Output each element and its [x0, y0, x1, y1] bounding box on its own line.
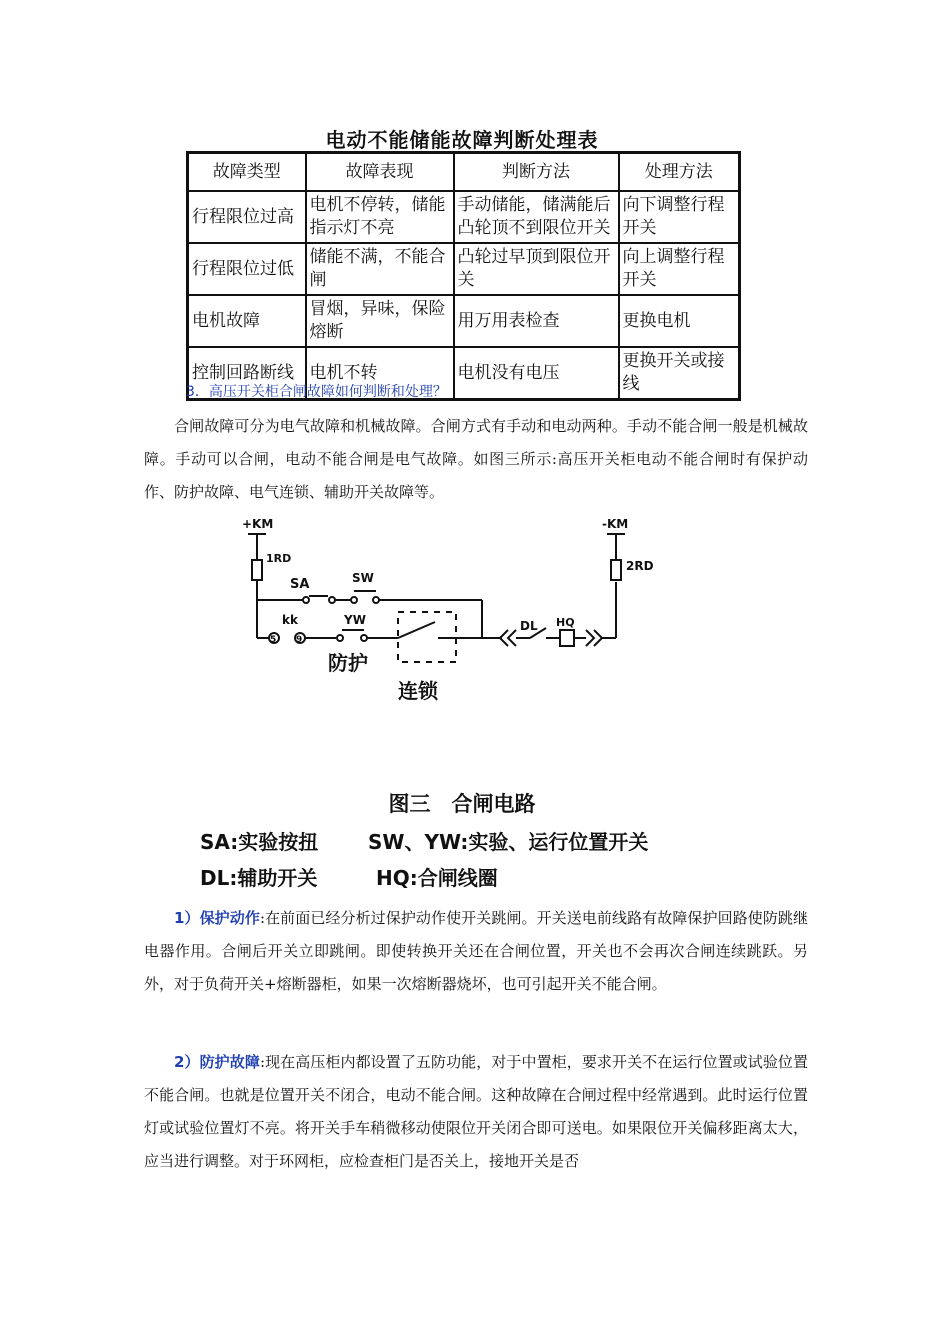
label-1rd: 1RD: [266, 552, 292, 565]
header-fault-type: 故障类型: [188, 153, 306, 192]
table-cell: 向上调整行程开关: [619, 243, 740, 295]
label-sw: SW: [352, 571, 374, 585]
item-protection-fault: [144, 1046, 808, 1178]
label-yw: YW: [344, 613, 366, 627]
header-solution: 处理方法: [619, 153, 740, 192]
header-symptom: 故障表现: [306, 153, 454, 192]
label-kk: kk: [282, 613, 298, 627]
figure-caption: 图三 合闸电路: [388, 792, 536, 816]
section-heading: 3．高压开关柜合闸故障如何判断和处理？: [186, 384, 447, 400]
table-cell: 控制回路断线: [188, 347, 306, 400]
item-text: :在前面已经分析过保护动作使开关跳闸。开关送电前线路有故障保护回路使防跳继电器作用。合闸后开关立即跳闸。即使转换开关还在合闸位置，开关也不会再次合闸连续跳跃。另外，对于负荷开关+熔断器柜，如果一次熔断器烧坏，也可引起开关不能合闸。: [144, 909, 808, 993]
label-protect: 防护: [328, 651, 368, 675]
label-2rd: 2RD: [626, 559, 654, 573]
legend-dl: DL:辅助开关: [200, 866, 318, 890]
label-node-5: 5: [270, 635, 277, 645]
item-text: :现在高压柜内都设置了五防功能，对于中置柜，要求开关不在运行位置或试验位置不能合闸。也就是位置开关不闭合，电动不能合闸。这种故障在合闸过程中经常遇到。此时运行位置灯或试验位置灯不亮。将开关手车稍微移动使限位开关闭合即可送电。如果限位开关偏移距离太大，应当进行调整。对于环网柜，应检查柜门是否关上，接地开关是否: [144, 1053, 808, 1170]
item-label: 2）防护故障: [174, 1053, 260, 1071]
legend-sa: SA:实验按扭: [200, 830, 319, 854]
item-protection-action: [144, 902, 808, 1001]
table-row: [188, 295, 740, 347]
label-minus-km: -KM: [602, 517, 629, 531]
table-cell: 电机没有电压: [454, 347, 619, 400]
table-cell: 凸轮过早顶到限位开关: [454, 243, 619, 295]
table-cell: 手动储能，储满能后凸轮顶不到限位开关: [454, 191, 619, 243]
table-cell: 用万用表检查: [454, 295, 619, 347]
label-hq: HQ: [556, 616, 575, 629]
label-dl: DL: [520, 619, 538, 633]
table-row: [188, 243, 740, 295]
table-cell: 电机故障: [188, 295, 306, 347]
table-row: [188, 191, 740, 243]
section-paragraph: 合闸故障可分为电气故障和机械故障。合闸方式有手动和电动两种。手动不能合闸一般是机械故障。手动可以合闸，电动不能合闸是电气故障。如图三所示:高压开关柜电动不能合闸时有保护动作、防护故障、电气连锁、辅助开关故障等。: [144, 417, 808, 501]
label-plus-km: +KM: [242, 517, 274, 531]
closing-circuit-diagram: [230, 512, 654, 712]
fault-table: [186, 151, 741, 401]
legend-hq: HQ:合闸线圈: [376, 866, 498, 890]
label-node-9: 9: [296, 635, 303, 645]
table-title: 电动不能储能故障判断处理表: [325, 128, 599, 152]
table-cell: 储能不满，不能合闸: [306, 243, 454, 295]
item-label: 1）保护动作: [174, 909, 260, 927]
table-cell: 更换开关或接线: [619, 347, 740, 400]
legend-sw-yw: SW、YW:实验、运行位置开关: [368, 830, 649, 854]
table-cell: 电机不停转，储能指示灯不亮: [306, 191, 454, 243]
header-method: 判断方法: [454, 153, 619, 192]
table-header-row: [188, 153, 740, 192]
table-cell: 行程限位过低: [188, 243, 306, 295]
table-cell: 冒烟，异味，保险熔断: [306, 295, 454, 347]
table-cell: 行程限位过高: [188, 191, 306, 243]
label-interlock: 连锁: [398, 679, 438, 703]
table-cell: 电机不转: [306, 347, 454, 400]
table-cell: 更换电机: [619, 295, 740, 347]
label-sa: SA: [290, 577, 310, 592]
table-cell: 向下调整行程开关: [619, 191, 740, 243]
